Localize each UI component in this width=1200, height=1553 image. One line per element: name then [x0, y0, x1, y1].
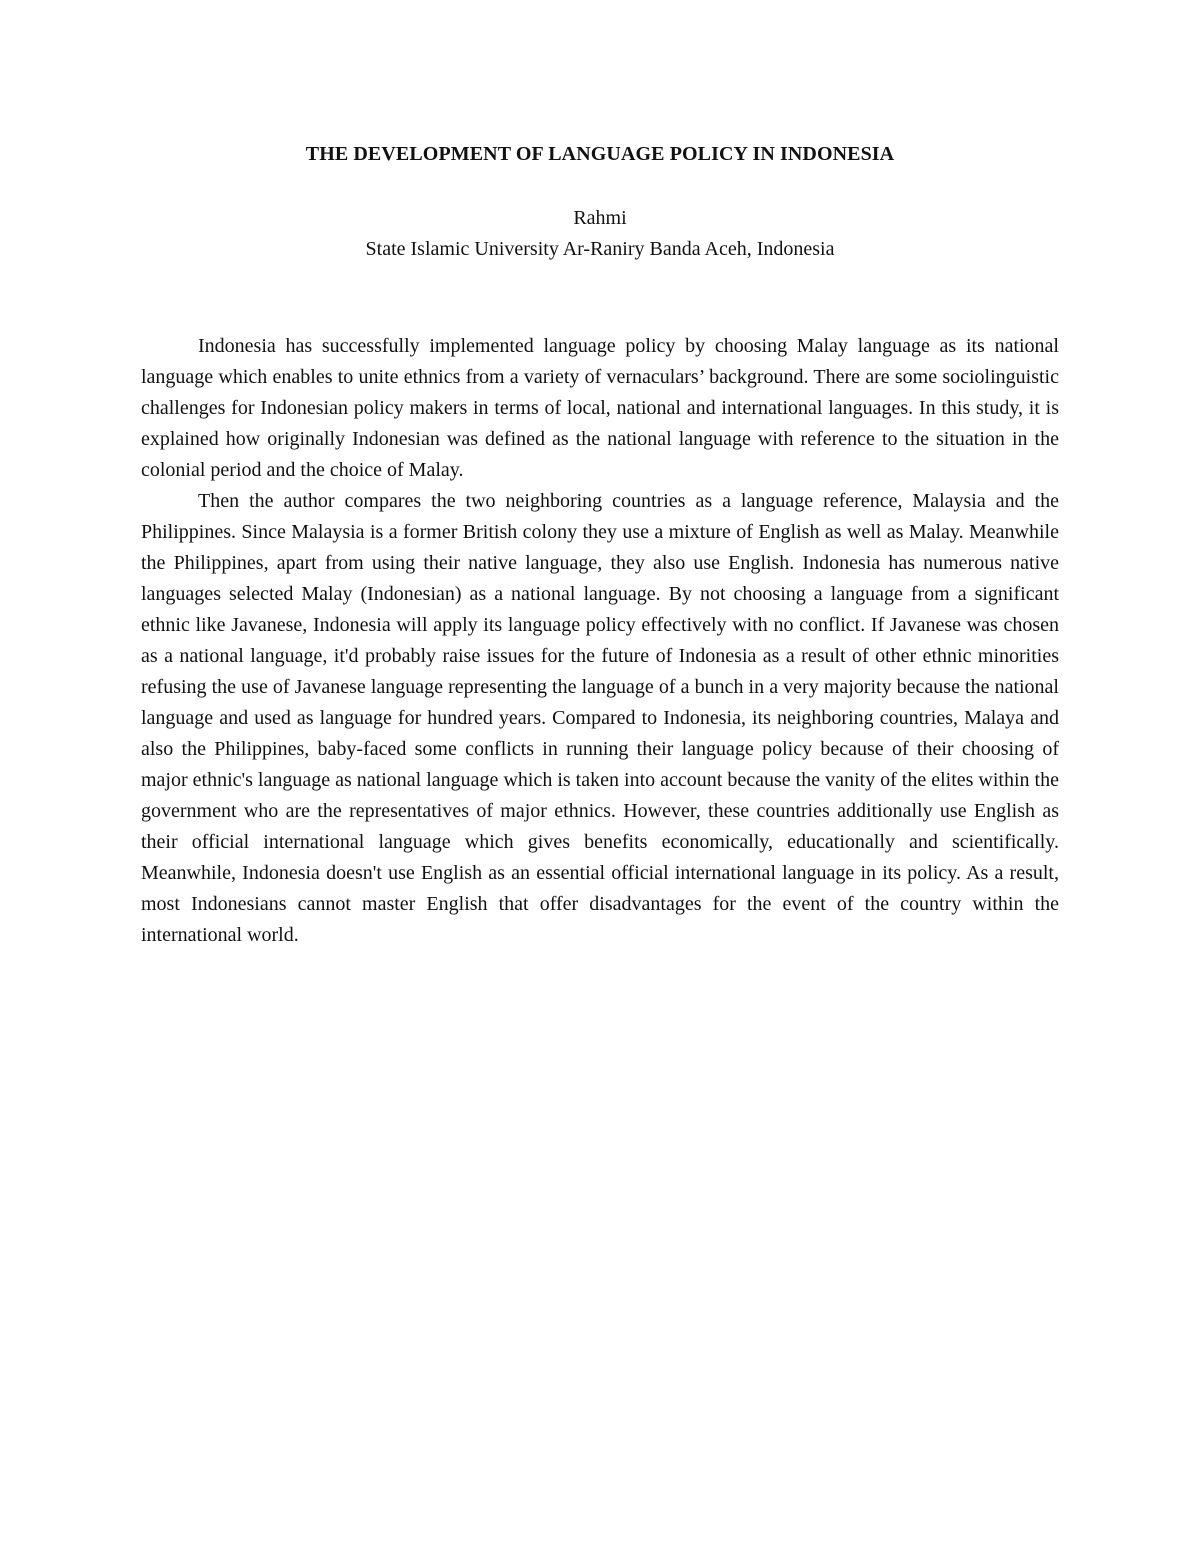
author-affiliation: State Islamic University Ar-Raniry Banda Aceh, Indonesia: [365, 238, 835, 260]
paragraph-2: Then the author compares the two neighboring countries as a language reference, Malaysia and the Philippines. Since Malaysia is a former British colony they use a mixture of English as well as Malay. Meanwhile the Philippines, apart from using their native language, they also use English. Indonesia has numerous native languages selected Malay (Indonesian) as a national language. By not choosing a language from a significant ethnic like Javanese, Indonesia will apply its language policy effectively with no conflict. If Javanese was chosen as a national language, it'd probably raise issues for the future of Indonesia as a result of other ethnic minorities refusing the use of Javanese language representing the language of a bunch in a very majority because the national language and used as language for hundred years. Compared to Indonesia, its neighboring countries, Malaya and also the Philippines, baby-faced some conflicts in running their language policy because of their choosing of major ethnic's language as national language which is taken into account because the vanity of the elites within the government who are the representatives of major ethnics. However, these countries additionally use English as their official international language which gives benefits economically, educationally and scientifically. Meanwhile, Indonesia doesn't use English as an essential official international language in its policy. As a result, most Indonesians cannot master English that offer disadvantages for the event of the country within the international world.: [141, 490, 1059, 946]
abstract-body: [141, 331, 1059, 951]
paragraph-1: Indonesia has successfully implemented language policy by choosing Malay language as its national language which enables to unite ethnics from a variety of vernaculars’ background. There are some sociolinguistic challenges for Indonesian policy makers in terms of local, national and international languages. In this study, it is explained how originally Indonesian was defined as the national language with reference to the situation in the colonial period and the choice of Malay.: [141, 335, 1059, 481]
paper-title: THE DEVELOPMENT OF LANGUAGE POLICY IN INDONESIA: [305, 143, 895, 165]
author-name: Rahmi: [573, 207, 627, 229]
